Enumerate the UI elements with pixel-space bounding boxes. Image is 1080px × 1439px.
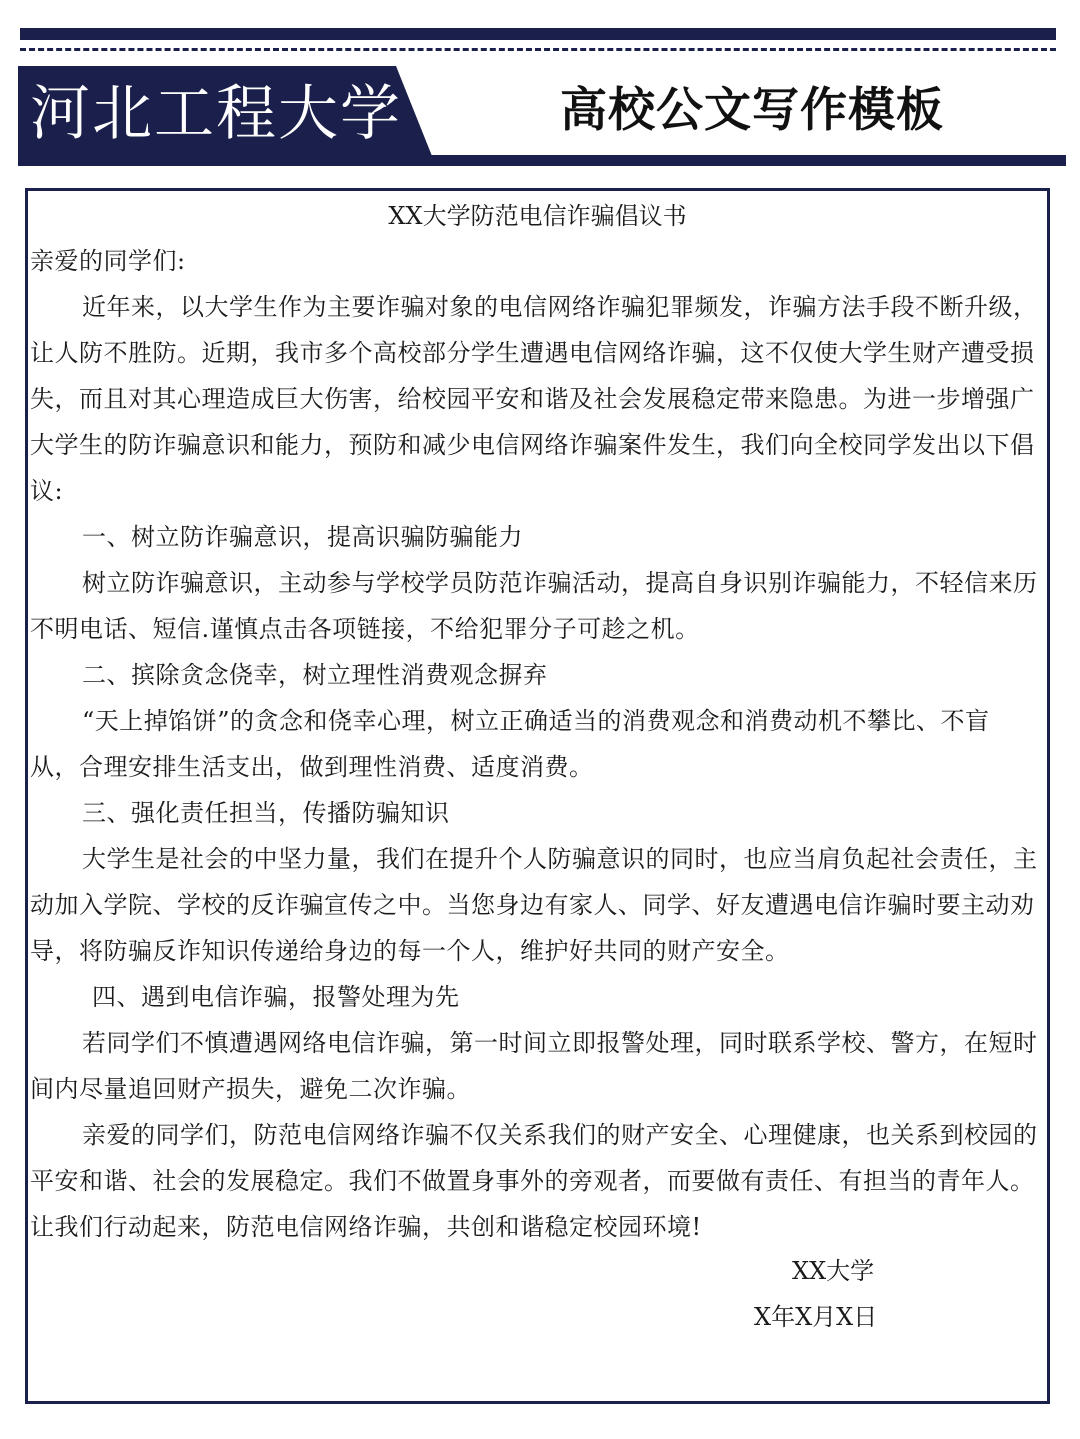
- salutation: 亲爱的同学们:: [30, 247, 186, 275]
- section-heading: 二、摈除贪念侥幸，树立理性消费观念摒弃: [82, 661, 548, 689]
- intro-paragraph: 近年来，以大学生作为主要诈骗对象的电信网络诈骗犯罪频发，诈骗方法手段不断升级，让人防不胜防。近期，我市多个高校部分学生遭遇电信网络诈骗，这不仅使大学生财产遭受损失，而且对其心理造成巨大伤害，给校园平安和谐及社会发展稳定带来隐患。为进一步增强广大学生的防诈骗意识和能力，预防和减少电信网络诈骗案件发生，我们向全校同学发出以下倡议:: [30, 293, 1038, 505]
- signature-date: X年X月X日: [754, 1303, 878, 1331]
- section-heading: 三、强化责任担当，传播防骗知识: [82, 799, 450, 827]
- header-bottom-rule: [18, 155, 1066, 166]
- section-heading: 四、遇到电信诈骗，报警处理为先: [92, 983, 460, 1011]
- document-title: XX大学防范电信诈骗倡议书: [388, 202, 687, 230]
- section-body: 树立防诈骗意识，主动参与学校学员防范诈骗活动，提高自身识别诈骗能力，不轻信来历不明电话、短信.谨慎点击各项链接，不给犯罪分子可趁之机。: [30, 569, 1038, 643]
- header-dashed-divider: [20, 48, 1056, 51]
- section-body: “天上掉馅饼”的贪念和侥幸心理，树立正确适当的消费观念和消费动机不攀比、不盲从，合理安排生活支出，做到理性消费、适度消费。: [30, 707, 990, 781]
- section-heading: 一、树立防诈骗意识，提高识骗防骗能力: [82, 523, 523, 551]
- university-name: 河北工程大学: [30, 79, 402, 149]
- section-body: 若同学们不慎遭遇网络电信诈骗，第一时间立即报警处理，同时联系学校、警方，在短时间内尽量追回财产损失，避免二次诈骗。: [30, 1029, 1038, 1103]
- closing-paragraph: 亲爱的同学们，防范电信网络诈骗不仅关系我们的财产安全、心理健康，也关系到校园的平安和谐、社会的发展稳定。我们不做置身事外的旁观者，而要做有责任、有担当的青年人。让我们行动起来，防范电信网络诈骗，共创和谐稳定校园环境!: [30, 1121, 1038, 1241]
- section-body: 大学生是社会的中坚力量，我们在提升个人防骗意识的同时，也应当肩负起社会责任，主动加入学院、学校的反诈骗宣传之中。当您身边有家人、同学、好友遭遇电信诈骗时要主动劝导，将防骗反诈知识传递给身边的每一个人，维护好共同的财产安全。: [30, 845, 1038, 965]
- template-title: 高校公文写作模板: [560, 83, 944, 138]
- document-body: [30, 238, 1038, 1250]
- header-top-bar: [20, 28, 1056, 40]
- signature-organization: XX大学: [792, 1257, 875, 1285]
